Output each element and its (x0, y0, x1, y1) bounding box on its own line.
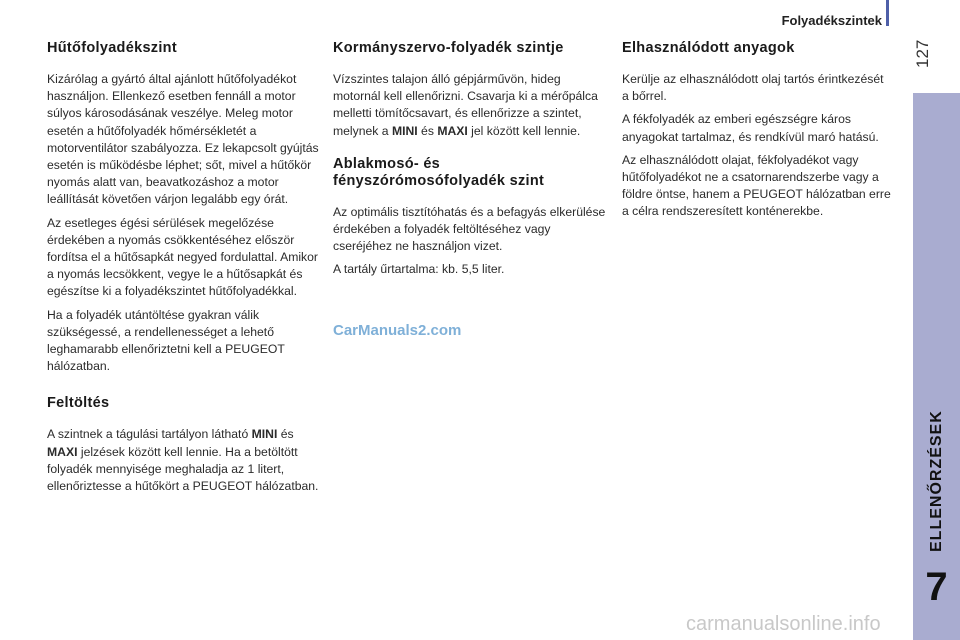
heading-topping-up: Feltöltés (47, 395, 110, 412)
paragraph: Vízszintes talajon álló gépjárművön, hideg motornál kell ellenőrizni. Csavarja ki a mérőpálca melletti tömítőcsavart, és ellenőrizze a szintet, melynek a MINI és MAXI jel között kell lennie. (333, 72, 598, 138)
heading-coolant-level: Hűtőfolyadékszint (47, 40, 177, 56)
paragraph: Kizárólag a gyártó által ajánlott hűtőfolyadékot használjon. Ellenkező esetben fennáll a motor súlyos károsodásának veszélye. Meleg motor esetén a hűtőfolyadék hőmérsékletét a motorventilátor szabályozza. Ez lekapcsolt gyújtás esetén is működésbe léphet; sőt, mivel a hűtőkör nyomás alatt van, beavatkozáshoz a motor leállítását követően várjon legalább egy órát. (47, 72, 319, 207)
column-steering-washer (333, 40, 608, 285)
header-rule (886, 0, 889, 26)
column-coolant (47, 40, 322, 501)
chapter-tab-label: ELLENŐRZÉSEK (928, 410, 945, 552)
paragraph: A fékfolyadék az emberi egészségre káros anyagokat tartalmaz, és rendkívül maró hatású. (622, 112, 879, 144)
column-used-materials (622, 40, 892, 227)
watermark-bottom: carmanualsonline.info (686, 613, 881, 635)
heading-used-materials: Elhasználódott anyagok (622, 40, 795, 56)
heading-washer-fluid: Ablakmosó- és fényszórómosófolyadék szint (333, 155, 545, 189)
paragraph: Ha a folyadék utántöltése gyakran válik szükségessé, a rendellenességet a lehető leghamarabb ellenőriztetni kell a PEUGEOT hálózatban. (47, 307, 285, 374)
watermark-top: CarManuals2.com (333, 322, 462, 339)
page-number: 127 (913, 39, 932, 68)
chapter-number: 7 (925, 565, 948, 609)
paragraph: A tartály űrtartalma: kb. 5,5 liter. (333, 262, 505, 277)
paragraph: Az elhasználódott olajat, fékfolyadékot vagy hűtőfolyadékot ne a csatornarendszerbe vagy a földre öntse, hanem a PEUGEOT hálózatban erre a célra rendszeresített konténerekbe. (622, 152, 891, 219)
section-title: Folyadékszintek (781, 13, 882, 28)
paragraph: A szintnek a tágulási tartályon látható MINI és MAXI jelzések között kell lennie. Ha a betöltött folyadék mennyisége meghaladja az 1 litert, ellenőriztesse a hűtőkört a PEUGEOT hálózatban. (47, 427, 319, 494)
paragraph: Az optimális tisztítóhatás és a befagyás elkerülése érdekében a folyadék feltöltéséhez vagy cseréjéhez ne használjon vizet. (333, 204, 606, 254)
paragraph: Az esetleges égési sérülések megelőzése érdekében a nyomás csökkentéséhez először fordítsa el a hűtősapkát negyed fordulattal. Amikor a nyomás lecsökkent, vegye le a hűtősapkát és egészítse ki a folyadékszintet hűtőfolyadékkal. (47, 215, 318, 299)
paragraph: Kerülje az elhasználódott olaj tartós érintkezését a bőrrel. (622, 72, 884, 104)
heading-power-steering: Kormányszervo-folyadék szintje (333, 40, 564, 56)
